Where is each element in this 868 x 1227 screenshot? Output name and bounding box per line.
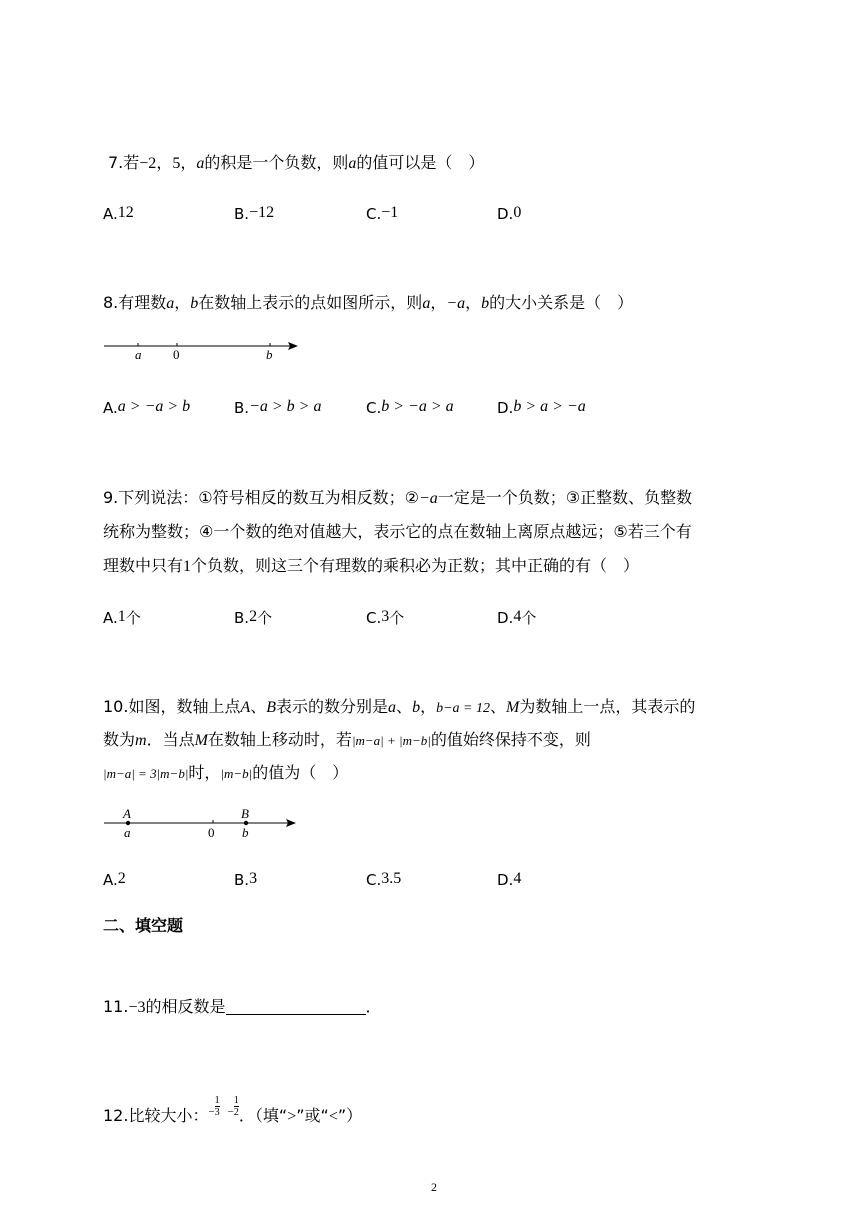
option-value: 12 (117, 204, 134, 221)
question-9-line-1 (103, 488, 692, 509)
q11-number: −3 (128, 999, 146, 1016)
option-value: −12 (249, 204, 275, 221)
q10-option-a[interactable] (103, 869, 126, 890)
q10-variable-b: b (412, 699, 421, 716)
q10-text-12: 时， (188, 763, 221, 782)
q10-text-10: 在数轴上移动时，若 (207, 730, 352, 749)
q8-option-d[interactable] (497, 397, 586, 418)
q10-option-d[interactable] (497, 869, 521, 890)
fraction-2-sign: − (227, 1106, 234, 1118)
q8-option-c[interactable] (366, 397, 454, 418)
q8-variable-a: a (166, 295, 175, 312)
q10-text-6: 、 (489, 697, 506, 716)
q9-number: 1 (183, 558, 192, 575)
q10-point-M-2: M (194, 732, 208, 749)
q9-option-b[interactable] (234, 607, 272, 628)
option-label: A. (103, 609, 118, 627)
q10-point-A: A (240, 699, 251, 716)
q12-greater-than: > (287, 1108, 297, 1125)
q7-sep-1: ， (156, 153, 173, 172)
q9-option-d[interactable] (497, 607, 536, 628)
axis-label-b: b (266, 347, 273, 362)
q9-option-c[interactable] (366, 607, 404, 628)
option-unit: 个 (125, 609, 141, 627)
q7-number-2: 5 (172, 155, 181, 172)
q9-negative-a: −a (418, 490, 438, 507)
option-value: 3 (249, 870, 258, 887)
option-label: B. (234, 871, 250, 889)
q8-negative-a: −a (446, 295, 466, 312)
axis-label-a: a (135, 347, 142, 362)
q9-text-1: 9.下列说法：①符号相反的数互为相反数；② (103, 488, 419, 507)
q10-option-b[interactable] (234, 869, 257, 890)
q10-variable-a: a (388, 699, 397, 716)
q10-text-8: 数为 (103, 730, 136, 749)
q8-text-1: 8.有理数 (103, 293, 167, 312)
q8-option-a[interactable] (103, 397, 190, 418)
q8-sep-1: ， (174, 293, 191, 312)
q7-option-a[interactable] (103, 203, 134, 224)
option-label: D. (497, 399, 514, 417)
q10-variable-m: m (135, 732, 147, 749)
axis-label-zero: 0 (173, 347, 180, 362)
q12-text-2: ．（填“ (238, 1106, 288, 1125)
q10-option-c[interactable] (366, 869, 401, 890)
q10-number-line (100, 804, 310, 844)
option-label: A. (103, 871, 118, 889)
q7-text-3: 的值可以是（ ） (356, 153, 485, 172)
fraction-2-denominator: 2 (233, 1107, 239, 1118)
q7-option-b[interactable] (234, 203, 274, 224)
fraction-1-denominator: 3 (214, 1107, 220, 1118)
option-label: A. (103, 399, 118, 417)
option-label: B. (234, 609, 250, 627)
q9-text-5: 个负数，则这三个有理数的乘积必为正数；其中正确的有（ ） (191, 556, 640, 575)
q10-text-11: 的值始终保持不变，则 (430, 730, 591, 749)
option-value: 3.5 (381, 870, 402, 887)
axis-label-zero: 0 (208, 825, 215, 840)
q8-sep-2: ， (430, 293, 447, 312)
option-value: 4 (513, 608, 522, 625)
section-title: 二、填空题 (103, 916, 184, 935)
q10-expression-2: |m−a| = 3|m−b| (103, 766, 189, 781)
q8-text-2: 在数轴上表示的点如图所示，则 (198, 293, 423, 312)
q10-text-7: 为数轴上一点，其表示的 (519, 697, 696, 716)
q11-text-1: 11. (103, 997, 129, 1016)
option-value: 0 (513, 204, 522, 221)
q9-text-3: 统称为整数；④一个数的绝对值越大，表示它的点在数轴上离原点越远；⑤若三个有 (103, 522, 692, 541)
q7-variable-a-2: a (348, 155, 357, 172)
option-label: C. (366, 205, 382, 223)
q11-text-2: 的相反数是 (145, 997, 226, 1016)
q8-text-3: 的大小关系是（ ） (489, 293, 634, 312)
q12-text-4: ”） (337, 1106, 363, 1125)
q10-point-B: B (266, 699, 277, 716)
q9-text-2: 一定是一个负数；③正整数、负整数 (437, 488, 693, 507)
option-value: 1 (117, 608, 126, 625)
q7-option-d[interactable] (497, 203, 521, 224)
option-value: −1 (381, 204, 399, 221)
axis-label-A: A (123, 806, 131, 821)
q11-end: ． (365, 997, 382, 1016)
option-value: 2 (117, 870, 126, 887)
q8-variable-b: b (190, 295, 199, 312)
question-9-line-3 (103, 556, 639, 577)
q7-variable-a: a (196, 155, 205, 172)
q8-variable-b-2: b (481, 295, 490, 312)
q10-text-9: ．当点 (146, 730, 195, 749)
q7-sep-2: ， (180, 153, 197, 172)
q12-text-3: ”或“ (296, 1106, 329, 1125)
option-unit: 个 (389, 609, 405, 627)
q10-expression-1: |m−a| + |m−b| (351, 733, 431, 748)
question-7-stem (108, 153, 484, 174)
fraction-2-numerator: 1 (233, 1095, 239, 1106)
question-12-stem (103, 1096, 362, 1127)
option-unit: 个 (521, 609, 537, 627)
option-unit: 个 (257, 609, 273, 627)
q10-text-5: ， (420, 697, 437, 716)
option-value: b > a > −a (513, 398, 586, 415)
option-value: a > −a > b (117, 398, 191, 415)
option-label: B. (234, 399, 250, 417)
option-label: D. (497, 205, 514, 223)
option-value: 3 (381, 608, 390, 625)
option-label: B. (234, 205, 250, 223)
q10-text-13: 的值为（ ） (252, 763, 349, 782)
question-8-stem (103, 293, 633, 314)
question-11-stem (103, 997, 382, 1018)
option-label: D. (497, 871, 514, 889)
q7-text-1: 7.若 (108, 153, 140, 172)
fraction-1 (215, 1096, 220, 1118)
option-label: C. (366, 399, 382, 417)
q7-number-1: −2 (139, 155, 157, 172)
q10-text-3: 表示的数分别是 (276, 697, 389, 716)
q10-expression-3: |m−b| (220, 766, 253, 781)
q9-text-4: 理数中只有 (103, 556, 184, 575)
q12-text-1: 12.比较大小： (103, 1106, 209, 1125)
question-10-line-1 (103, 697, 695, 719)
option-value: 2 (249, 608, 258, 625)
q10-text-1: 10.如图，数轴上点 (103, 697, 241, 716)
q12-less-than: < (328, 1108, 338, 1125)
q8-variable-a-2: a (422, 295, 431, 312)
question-10-line-3 (103, 763, 348, 784)
option-label: D. (497, 609, 514, 627)
q7-text-2: 的积是一个负数，则 (204, 153, 349, 172)
q10-text-2: 、 (250, 697, 267, 716)
option-value: 4 (513, 870, 522, 887)
q9-option-a[interactable] (103, 607, 141, 628)
answer-blank[interactable] (226, 998, 366, 1015)
q10-equation-1: b−a = 12 (436, 701, 490, 716)
axis-label-B: B (241, 806, 249, 821)
option-label: C. (366, 871, 382, 889)
fraction-1-numerator: 1 (214, 1095, 220, 1106)
option-value: b > −a > a (381, 398, 454, 415)
axis-label-a: a (124, 825, 131, 840)
option-label: A. (103, 205, 118, 223)
q10-text-4: 、 (396, 697, 413, 716)
q8-sep-3: ， (465, 293, 482, 312)
q8-number-line (100, 334, 310, 364)
q7-option-c[interactable] (366, 203, 398, 224)
fraction-1-sign: − (208, 1106, 215, 1118)
axis-label-b: b (242, 825, 249, 840)
q8-option-b[interactable] (234, 397, 321, 418)
question-10-line-2 (103, 730, 591, 751)
option-label: C. (366, 609, 382, 627)
question-9-line-2 (103, 522, 692, 542)
option-value: −a > b > a (249, 398, 322, 415)
q10-point-M: M (506, 699, 520, 716)
page-number: 2 (431, 1180, 437, 1194)
